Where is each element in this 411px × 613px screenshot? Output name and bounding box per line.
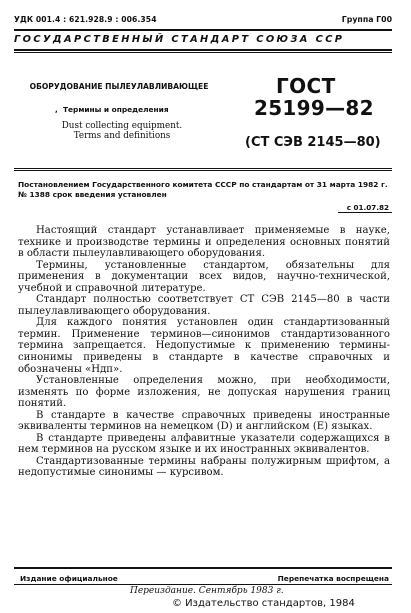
paragraph-indexes: В стандарте приведены алфавитные указатели содержащихся в нем терминов на русском языке и их иностранных эквивалентов.	[18, 432, 390, 456]
decree-rule-top-2	[14, 170, 392, 171]
paragraph-compliance: Стандарт полностью соответствует СТ СЭВ 2145—80 в части пылеулавливающего оборудования.	[18, 294, 390, 317]
cmea-reference: (СТ СЭВ 2145—80)	[245, 135, 381, 150]
group-code: Группа Г00	[341, 15, 392, 24]
banner-rule-bottom	[14, 52, 392, 53]
title-russian: ОБОРУДОВАНИЕ ПЫЛЕУЛАВЛИВАЮЩЕЕ	[29, 82, 209, 91]
official-edition: Издание официальное	[20, 574, 118, 583]
subtitle-russian: , Термины и определения	[55, 105, 169, 114]
decree-text: Постановлением Государственного комитета СССР по стандартам от 31 марта 1982 г. № 1388 срок введения установлен	[18, 180, 388, 199]
copyright-notice: © Издательство стандартов, 1984	[172, 598, 355, 609]
paragraph-scope: Настоящий стандарт устанавливает применяемые в науке, технике и производстве термины и определения основных понятий в области пылеулавливающего оборудования.	[18, 225, 390, 260]
udk-code: УДК 001.4 : 621.928.9 : 006.354	[14, 15, 157, 24]
footer-rule	[14, 567, 392, 569]
paragraph-terms: Для каждого понятия установлен один стандартизованный термин. Применение терминов—синонимов стандартизованного термина запрещается. Недопустимые к применению термины-синонимы приведены в стандарте в качестве справочных и обозначены «Ндп».	[18, 317, 390, 375]
paragraph-equivalents: В стандарте в качестве справочных приведены иностранные эквиваленты терминов на немецком (D) и английском (E) языках.	[18, 409, 390, 433]
gost-number: 25199—82	[254, 96, 374, 120]
body-text	[18, 225, 390, 479]
title-english-line1: Dust collecting equipment.	[61, 121, 183, 131]
subtitle-russian-text: Термины и определения	[62, 105, 169, 114]
paragraph-definitions: Установленные определения можно, при необходимости, изменять по форме изложения, не допуская нарушения границ понятий.	[18, 375, 390, 410]
gost-label: ГОСТ	[276, 74, 336, 98]
effective-date-underline	[338, 212, 392, 213]
title-english-line2: Terms and definitions	[73, 131, 171, 141]
reissue-note: Переиздание. Сентябрь 1983 г.	[130, 586, 284, 596]
top-rule	[14, 29, 392, 31]
banner-rule-top	[14, 49, 392, 51]
footer-rule-bottom	[14, 584, 392, 585]
paragraph-mandatory: Термины, установленные стандартом, обязательны для применения в документации всех видов, научно-технической, учебной и справочной литературе.	[18, 259, 390, 294]
paragraph-typography: Стандартизованные термины набраны полужирным шрифтом, а недопустимые синонимы — курсивом.	[18, 455, 390, 479]
effective-date: с 01.07.82	[346, 203, 389, 212]
reprint-prohibited: Перепечатка воспрещена	[277, 574, 389, 583]
state-standard-banner: ГОСУДАРСТВЕННЫЙ СТАНДАРТ СОЮЗА ССР	[14, 34, 345, 45]
decree-rule-top	[14, 168, 392, 169]
